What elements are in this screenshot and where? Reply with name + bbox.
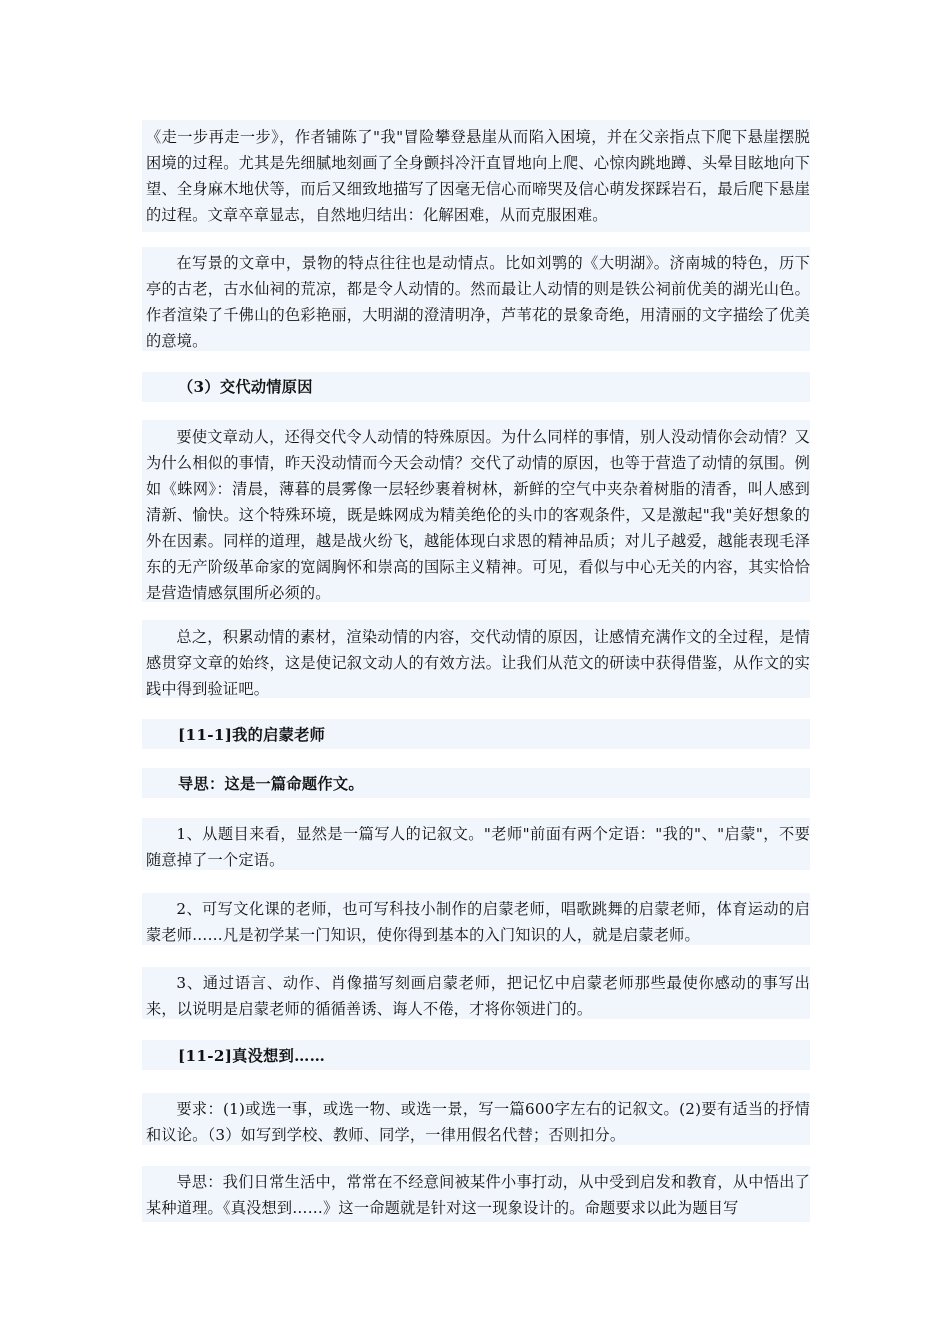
paragraph: 1、从题目来看，显然是一篇写人的记叙文。"老师"前面有两个定语："我的"、"启蒙"，不要随意掉了一个定语。 [146,825,810,869]
paragraph: 在写景的文章中，景物的特点往往也是动情点。比如刘鹗的《大明湖》。济南城的特色，历下亭的古老，古水仙祠的荒凉，都是令人动情的。然而最让人动情的则是铁公祠前优美的湖光山色。作者渲染了千佛山的色彩艳丽，大明湖的澄清明净，芦苇花的景象奇绝，用清丽的文字描绘了优美的意境。 [146,254,810,350]
paragraph: 要使文章动人，还得交代令人动情的特殊原因。为什么同样的事情，别人没动情你会动情？又为什么相似的事情，昨天没动情而今天会动情？交代了动情的原因，也等于营造了动情的氛围。例如《蛛网》：清晨，薄暮的晨雾像一层轻纱裹着树林，新鲜的空气中夹杂着树脂的清香，叫人感到清新、愉快。这个特殊环境，既是蛛网成为精美绝伦的头巾的客观条件，又是激起"我"美好想象的外在因素。同样的道理，越是战火纷飞，越能体现白求恩的精神品质；对儿子越爱，越能表现毛泽东的无产阶级革命家的宽阔胸怀和崇高的国际主义精神。可见，看似与中心无关的内容，其实恰恰是营造情感氛围所必须的。 [146,428,810,602]
paragraph: 要求：(1)或选一事，或选一物、或选一景，写一篇600字左右的记叙文。(2)要有适当的抒情和议论。（3）如写到学校、教师、同学，一律用假名代替；否则扣分。 [146,1100,810,1144]
section-heading: 导思：这是一篇命题作文。 [178,775,364,793]
paragraph: 2、可写文化课的老师，也可写科技小制作的启蒙老师，唱歌跳舞的启蒙老师，体育运动的启蒙老师……凡是初学某一门知识，使你得到基本的入门知识的人，就是启蒙老师。 [146,900,810,944]
paragraph: 3、通过语言、动作、肖像描写刻画启蒙老师，把记忆中启蒙老师那些最使你感动的事写出来，以说明是启蒙老师的循循善诱、诲人不倦，才将你领进门的。 [146,974,810,1018]
paragraph: 导思：我们日常生活中，常常在不经意间被某件小事打动，从中受到启发和教育，从中悟出了某种道理。《真没想到……》这一命题就是针对这一现象设计的。命题要求以此为题目写 [146,1173,810,1217]
section-heading: [11-1]我的启蒙老师 [178,726,326,744]
paragraph: 总之，积累动情的素材，渲染动情的内容，交代动情的原因，让感情充满作文的全过程，是情感贯穿文章的始终，这是使记叙文动人的有效方法。让我们从范文的研读中获得借鉴，从作文的实践中得到验证吧。 [146,628,810,698]
paragraph: 《走一步再走一步》，作者铺陈了"我"冒险攀登悬崖从而陷入困境，并在父亲指点下爬下悬崖摆脱困境的过程。尤其是先细腻地刻画了全身颤抖冷汗直冒地向上爬、心惊肉跳地蹲、头晕目眩地向下望、全身麻木地伏等，而后又细致地描写了因毫无信心而啼哭及信心萌发探踩岩石，最后爬下悬崖的过程。文章卒章显志，自然地归结出：化解困难，从而克服困难。 [146,128,810,224]
section-heading: （3）交代动情原因 [178,378,313,396]
section-heading: [11-2]真没想到…… [178,1047,326,1065]
